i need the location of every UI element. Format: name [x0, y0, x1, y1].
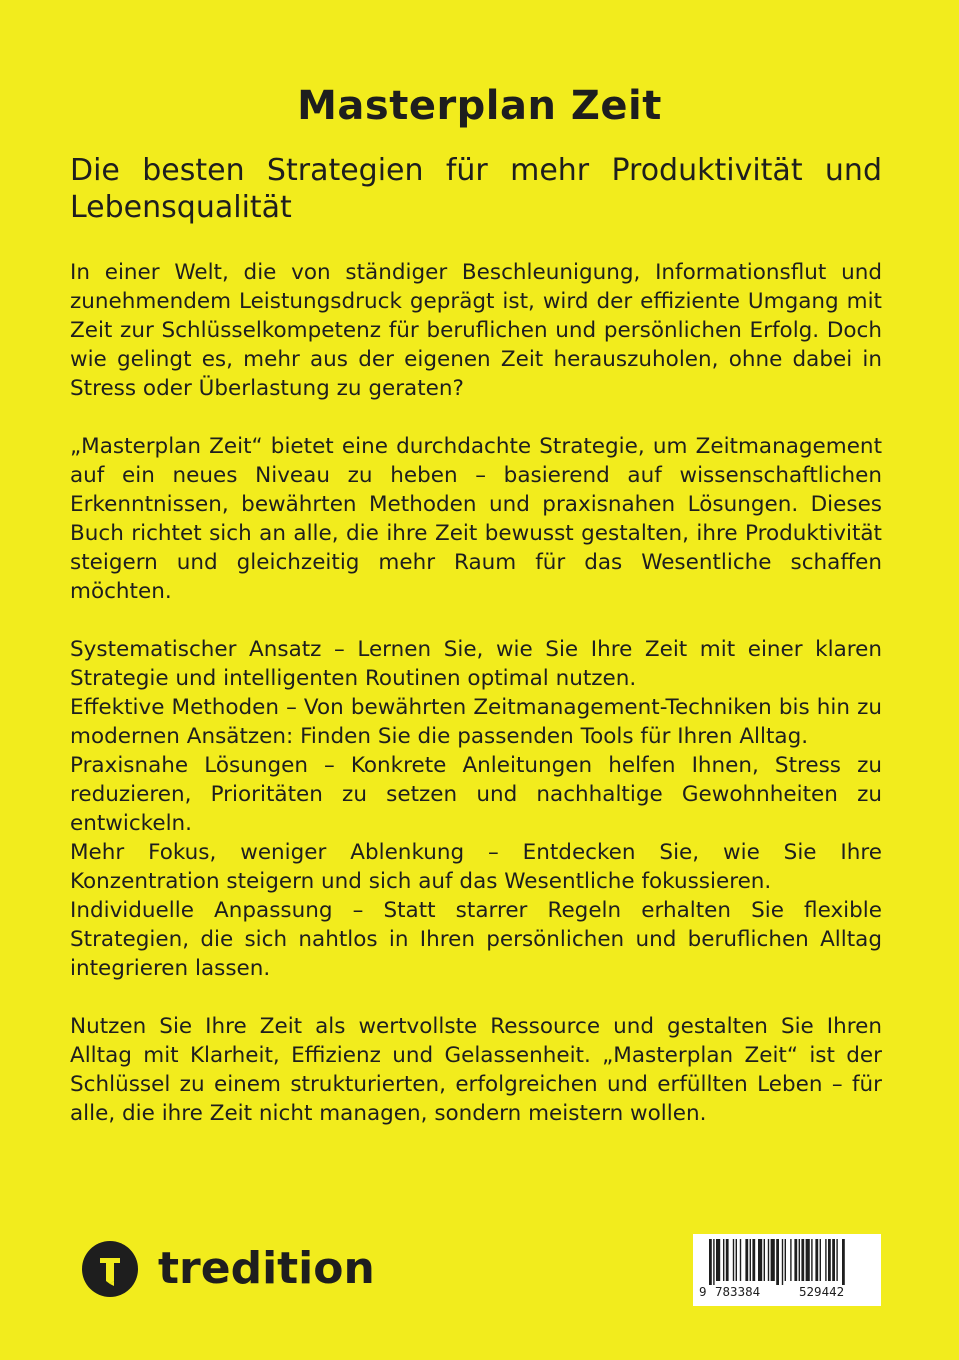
barcode-bar: [782, 1239, 783, 1285]
book-subtitle: Die besten Strategien für mehr Produktivität und Lebensqualität: [70, 153, 882, 225]
barcode-bar: [828, 1239, 831, 1281]
feature-item: Praxisnahe Lösungen – Konkrete Anleitungen helfen Ihnen, Stress zu reduzieren, Prioritäten zu setzen und nachhaltige Gewohnheiten zu entwickeln.: [70, 753, 882, 836]
barcode-bar: [801, 1239, 804, 1281]
barcode-bar: [806, 1239, 810, 1281]
feature-item: Systematischer Ansatz – Lernen Sie, wie Sie Ihre Zeit mit einer klaren Strategie und intelligenten Routinen optimal nutzen.: [70, 637, 882, 691]
book-title: Masterplan Zeit: [297, 83, 662, 129]
barcode-bar: [825, 1239, 826, 1281]
barcode-digit-first: 9: [699, 1284, 707, 1299]
barcode-digits-left: 783384: [715, 1284, 761, 1299]
closing-paragraph: Nutzen Sie Ihre Zeit als wertvollste Ressource und gestalten Sie Ihren Alltag mit Klarheit, Effizienz und Gelassenheit. „Masterplan Zeit“ ist der Schlüssel zu einem strukturierten, erfolgreichen und erfüllten Leben – für alle, die ihre Zeit nicht managen, sondern meistern wollen.: [70, 1014, 882, 1126]
barcode-bar: [752, 1239, 755, 1281]
publisher-name: tredition: [158, 1243, 375, 1294]
barcode-bar: [709, 1239, 712, 1285]
barcode-bar: [713, 1239, 714, 1285]
barcode-bar: [716, 1239, 720, 1281]
feature-item: Mehr Fokus, weniger Ablenkung – Entdecken Sie, wie Sie Ihre Konzentration steigern und sich auf das Wesentliche fokussieren.: [70, 840, 882, 894]
barcode-bar: [758, 1239, 762, 1281]
isbn-barcode: [693, 1234, 881, 1306]
barcode-bar: [740, 1239, 741, 1281]
barcode-bar: [811, 1239, 812, 1281]
barcode-digits-right: 529442: [799, 1284, 845, 1299]
barcode-bar: [750, 1239, 751, 1281]
publisher-logo: [82, 1241, 375, 1297]
blurb: [70, 258, 882, 1128]
intro-paragraph: In einer Welt, die von ständiger Beschleunigung, Informationsflut und zunehmendem Leistungsdruck geprägt ist, wird der effiziente Umgang mit Zeit zur Schlüsselkompetenz für beruflichen und persönlichen Erfolg. Doch wie gelingt es, mehr aus der eigenen Zeit herauszuholen, ohne dabei in Stress oder Überlastung zu geraten?: [70, 260, 882, 401]
feature-item: Individuelle Anpassung – Statt starrer Regeln erhalten Sie flexible Strategien, die sich nahtlos in Ihren persönlichen und beruflichen Alltag integrieren lassen.: [70, 898, 882, 981]
barcode-bar: [820, 1239, 821, 1281]
barcode-bar: [745, 1239, 748, 1281]
barcode-bar: [794, 1239, 797, 1281]
description-paragraph: „Masterplan Zeit“ bietet eine durchdachte Strategie, um Zeitmanagement auf ein neues Niveau zu heben – basierend auf wissenschaftlichen Erkenntnissen, bewährten Methoden und praxisnahen Lösungen. Dieses Buch richtet sich an alle, die ihre Zeit bewusst gestalten, ihre Produktivität steigern und gleichzeitig mehr Raum für das Wesentliche schaffen möchten.: [70, 434, 882, 604]
barcode-bar: [764, 1239, 765, 1281]
barcode-bar: [726, 1239, 729, 1281]
barcode-bar: [832, 1239, 835, 1281]
tredition-logo-icon: [82, 1241, 138, 1297]
barcode-bar: [785, 1239, 786, 1281]
barcode-bar: [790, 1239, 791, 1281]
barcode-bar: [768, 1239, 769, 1281]
barcode-bar: [733, 1239, 734, 1281]
barcode-bar: [736, 1239, 737, 1281]
barcode-bar: [836, 1239, 837, 1281]
barcode-bar: [799, 1239, 800, 1281]
feature-item: Effektive Methoden – Von bewährten Zeitmanagement-Techniken bis hin zu modernen Ansätzen: Finden Sie die passenden Tools für Ihren Alltag.: [70, 695, 882, 749]
barcode-bar: [842, 1239, 845, 1285]
barcode-bar: [771, 1239, 775, 1281]
barcode-bar: [815, 1239, 818, 1281]
barcode-bar: [723, 1239, 724, 1281]
barcode-bar: [776, 1239, 779, 1285]
